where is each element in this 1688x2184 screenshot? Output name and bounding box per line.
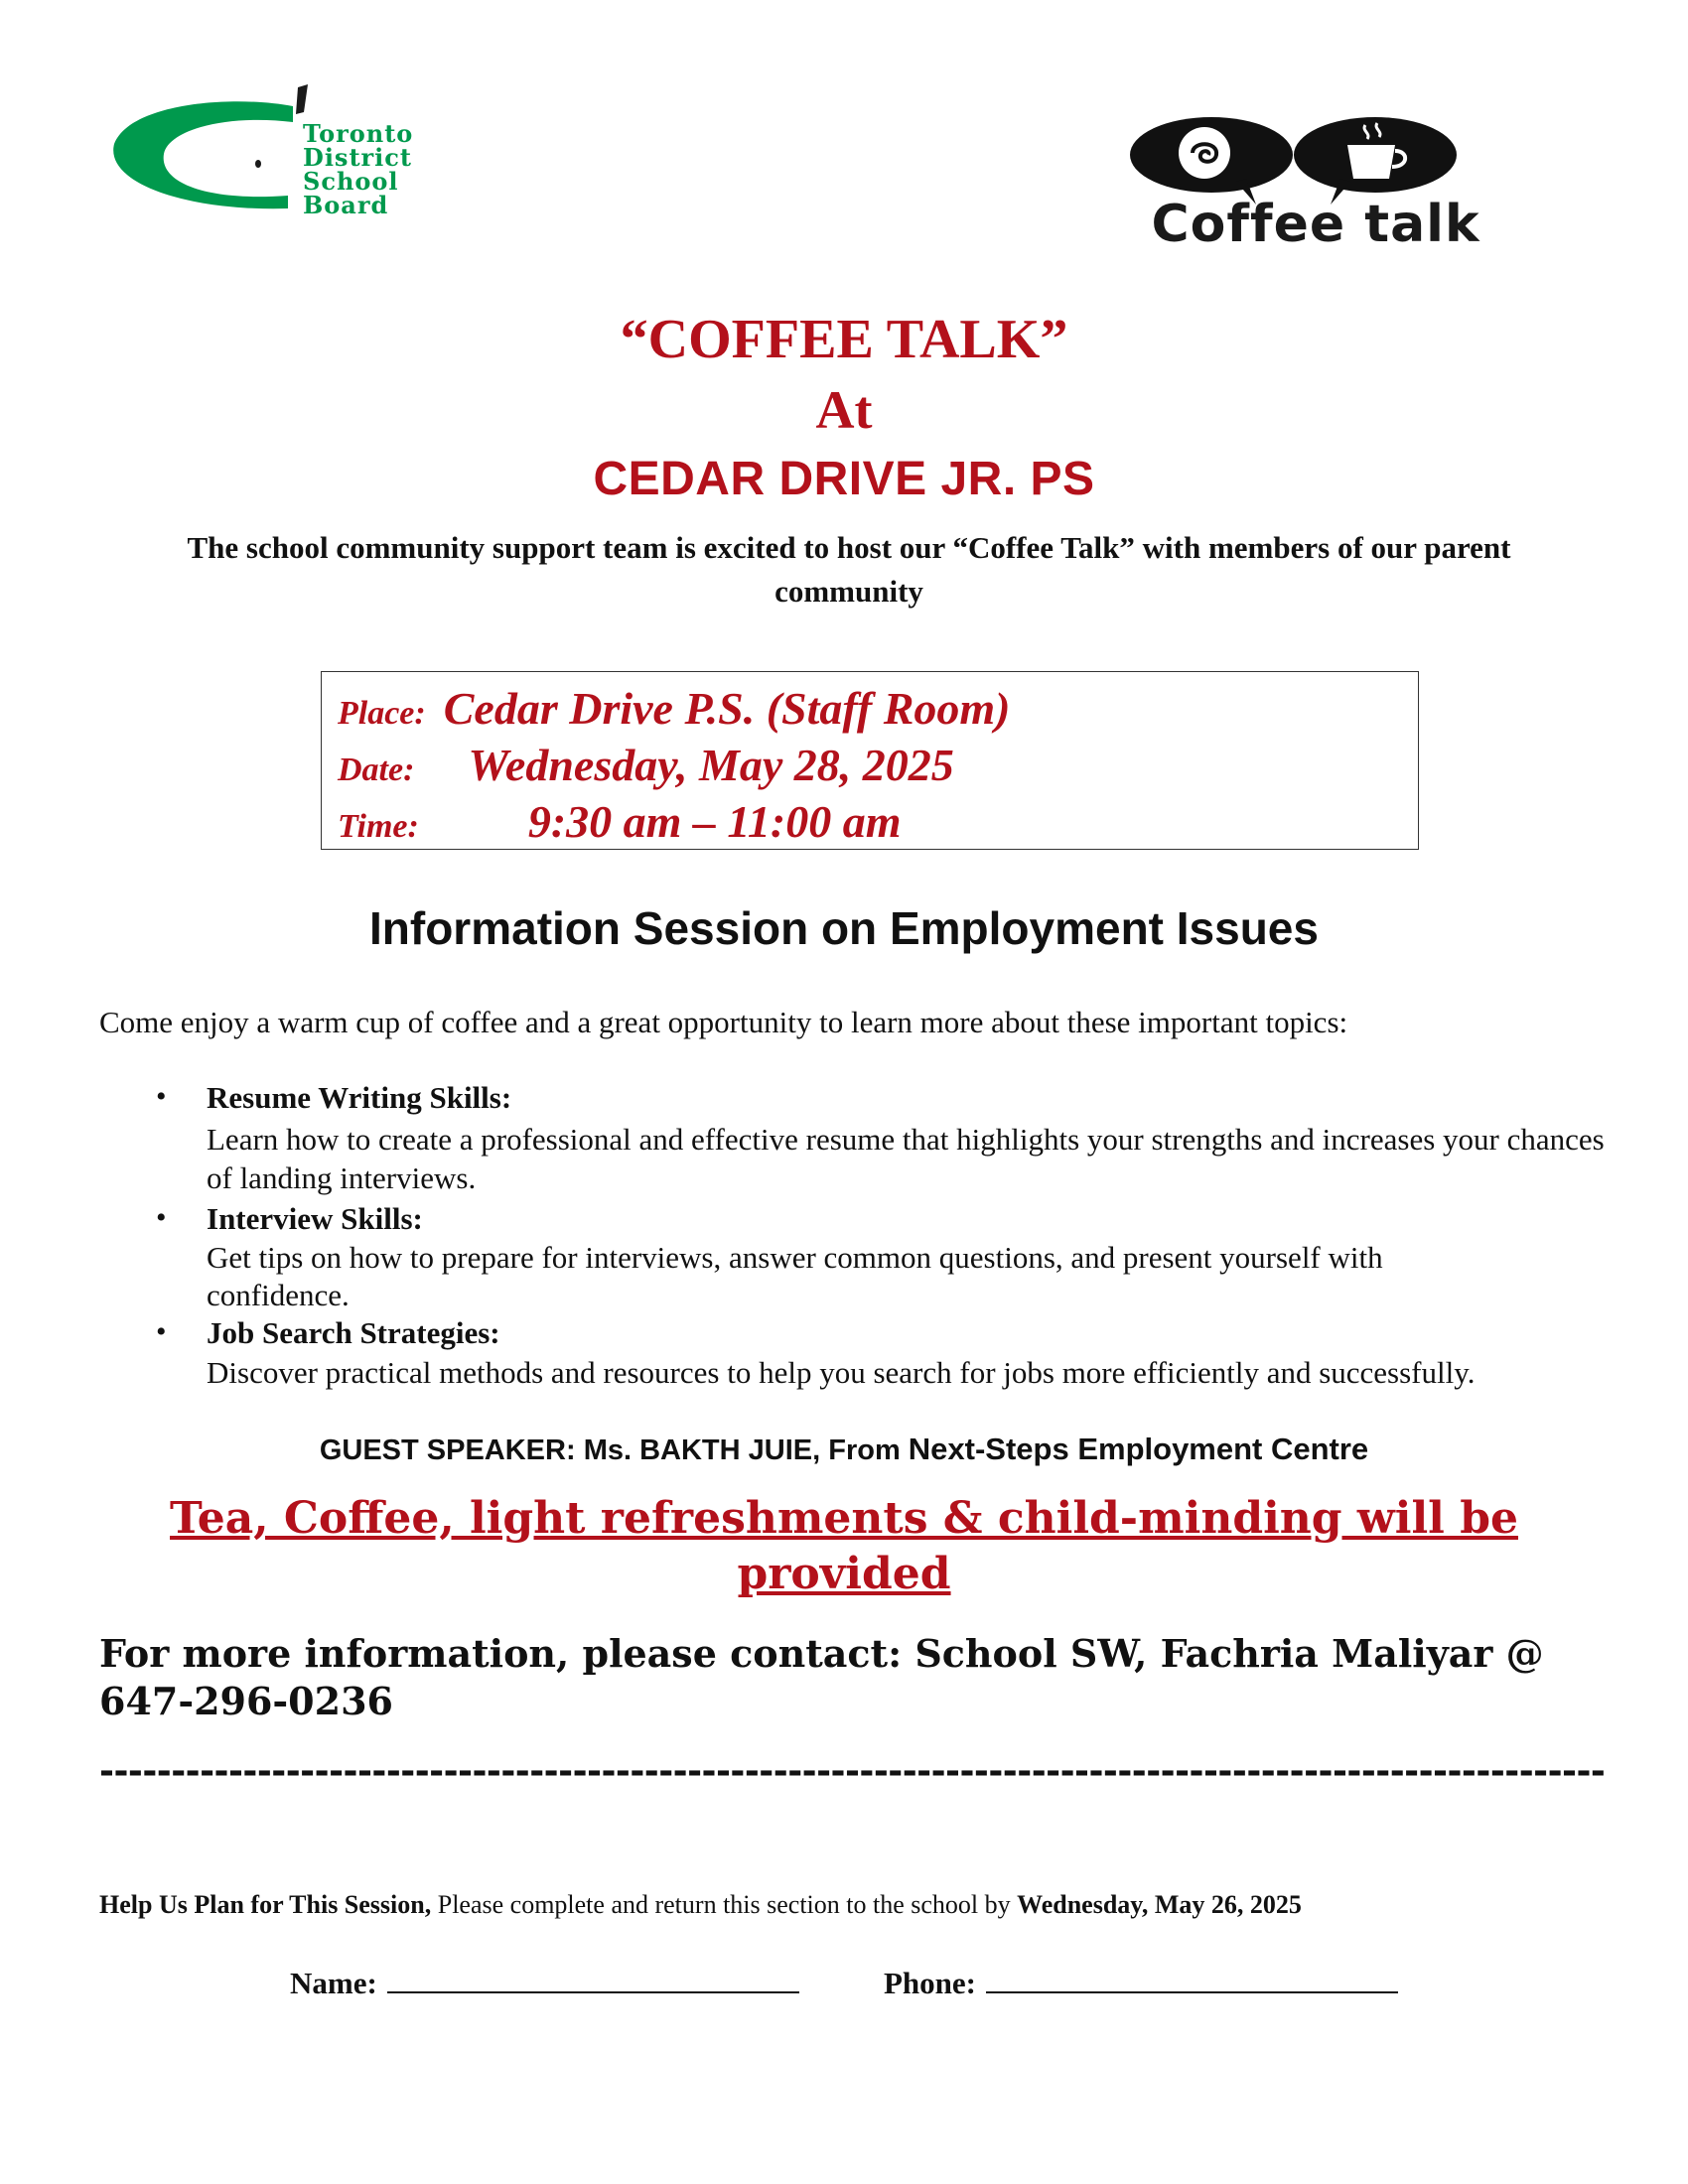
date-label: Date: [338, 751, 415, 788]
name-input-line[interactable] [387, 1962, 799, 1993]
bullet-icon: • [156, 1201, 167, 1234]
guest-speaker [0, 1432, 1688, 1467]
tdsb-logo [109, 84, 496, 218]
bullet-icon: • [156, 1315, 167, 1348]
place-value: Cedar Drive P.S. (Staff Room) [443, 683, 1011, 734]
page-title: “COFFEE TALK” [620, 309, 1068, 370]
name-field [290, 1962, 799, 2001]
time-label: Time: [338, 808, 419, 845]
topic-title: Resume Writing Skills: [207, 1080, 512, 1115]
guest-speaker-name: : Ms. BAKTH JUIE, From [565, 1434, 909, 1466]
guest-speaker-org: Next-Steps Employment Centre [908, 1432, 1369, 1466]
session-lead: Come enjoy a warm cup of coffee and a great opportunity to learn more about these important topics: [99, 1005, 1348, 1039]
tdsb-logo-text-2: District [303, 143, 412, 172]
topic-body: Discover practical methods and resources to help you search for jobs more efficiently and successfully. [207, 1355, 1476, 1390]
cut-line-divider: --------------------------------------------------------------------------------------------------------- [99, 1751, 1606, 1792]
place-row [338, 682, 1010, 735]
place-label: Place: [338, 695, 426, 732]
plan-heading: Help Us Plan for This Session, [99, 1890, 432, 1919]
coffee-talk-logo [1127, 117, 1504, 256]
tdsb-logo-text-3: School [303, 167, 399, 196]
plan-instructions [99, 1890, 1302, 1920]
tdsb-logo-text-1: Toronto [303, 119, 414, 148]
topic-body: Learn how to create a professional and effective resume that highlights your strengths and increases your chances of landing interviews. [207, 1122, 1605, 1195]
phone-input-line[interactable] [986, 1962, 1398, 1993]
topic-title: Job Search Strategies: [207, 1315, 500, 1350]
contact-info: For more information, please contact: School SW, Fachria Maliyar @ 647-296-0236 [99, 1631, 1544, 1723]
time-value: 9:30 am – 11:00 am [527, 796, 902, 847]
phone-field [884, 1962, 1398, 2001]
coffee-talk-logo-text: Coffee talk [1151, 195, 1480, 254]
event-details-box [321, 671, 1419, 850]
page-title-at: At [815, 380, 873, 440]
date-value: Wednesday, May 28, 2025 [468, 740, 954, 790]
refreshments-notice: Tea, Coffee, light refreshments & child-minding will be provided [170, 1493, 1518, 1599]
session-heading: Information Session on Employment Issues [369, 902, 1319, 954]
plan-text: Please complete and return this section to the school by [431, 1890, 1018, 1919]
tdsb-logo-text-4: Board [303, 191, 389, 219]
time-row [338, 795, 901, 848]
intro-text: The school community support team is excited to host our “Coffee Talk” with members of our parent community [187, 530, 1511, 609]
guest-speaker-label: GUEST SPEAKER [319, 1434, 566, 1466]
topic-title: Interview Skills: [207, 1201, 423, 1236]
bullet-icon: • [156, 1080, 167, 1113]
topic-body: Get tips on how to prepare for interviews, answer common questions, and present yourself with confidence. [207, 1240, 1383, 1312]
date-row [338, 739, 954, 791]
plan-due-date: Wednesday, May 26, 2025 [1017, 1890, 1302, 1919]
phone-label: Phone: [884, 1966, 976, 2000]
name-label: Name: [290, 1966, 377, 2000]
school-name: CEDAR DRIVE JR. PS [593, 453, 1095, 505]
coffee-speech-bubbles-icon [1127, 117, 1504, 206]
